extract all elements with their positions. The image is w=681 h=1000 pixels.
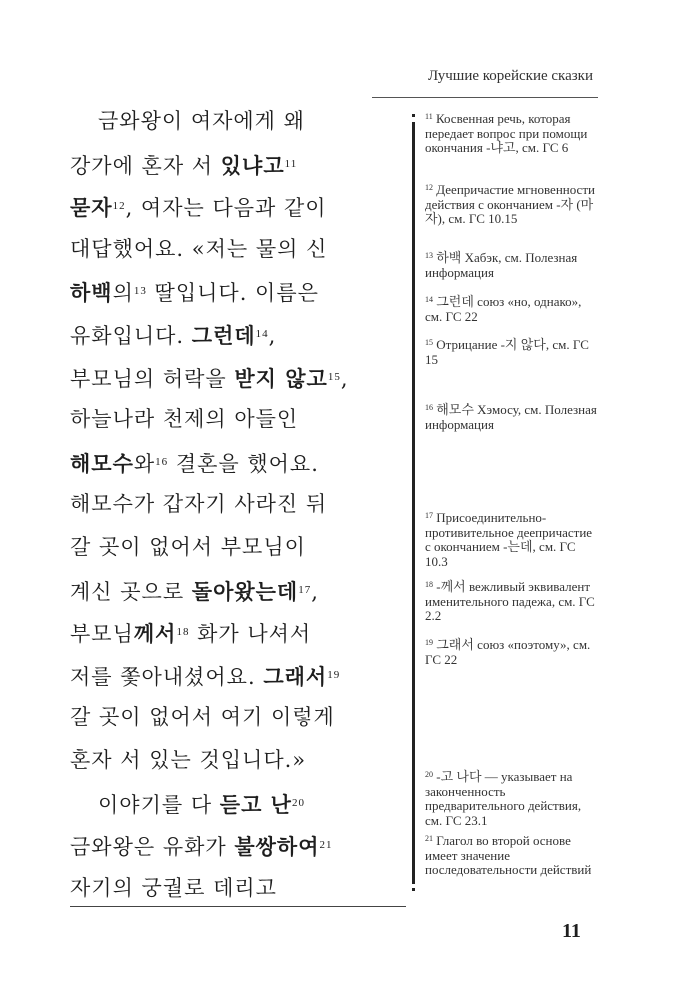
story-text: [70, 100, 410, 909]
footnote-text: Отрицание -지 않다, см. ГС 15: [425, 337, 589, 367]
text-line: [70, 441, 410, 484]
text-segment: ,: [340, 366, 349, 391]
footnote-ref: 15: [327, 370, 341, 383]
text-segment: ,: [311, 579, 319, 604]
text-segment: , 여자는 다음과 같이: [125, 196, 327, 221]
text-segment: ,: [268, 323, 277, 348]
footnote: [425, 832, 600, 878]
footnote-ref: 13: [133, 285, 147, 298]
highlighted-word: 께서: [133, 621, 177, 647]
text-line: [70, 611, 410, 654]
footnote-number: 13: [425, 251, 433, 260]
divider-dot-top: [412, 114, 415, 117]
text-line: [70, 313, 410, 356]
highlighted-word: 그런데: [191, 322, 256, 348]
text-segment: 하늘나라 천제의 아들인: [70, 407, 299, 432]
footnote-divider: [412, 122, 415, 884]
footnote-number: 17: [425, 511, 433, 520]
text-segment: 강가에 혼자 서: [70, 153, 221, 178]
highlighted-word: 있냐고: [220, 152, 285, 178]
text-segment: 갈 곳이 없어서 부모님이: [70, 534, 306, 559]
footnote-ref: 21: [319, 839, 333, 852]
highlighted-word: 듣고 난: [219, 791, 292, 817]
highlighted-word: 돌아왔는데: [191, 578, 299, 604]
footnote: [425, 401, 600, 432]
text-line: [70, 100, 410, 143]
footnote: [425, 509, 600, 569]
text-line: [70, 782, 410, 825]
bottom-rule: [70, 906, 406, 907]
header-rule: [372, 97, 598, 98]
footnote-ref: 20: [291, 796, 305, 809]
footnote-number: 20: [425, 770, 433, 779]
footnote-number: 16: [425, 403, 433, 412]
text-segment: 해모수가 갑자기 사라진 뒤: [70, 492, 328, 517]
text-line: [70, 143, 410, 186]
highlighted-word: 해모수: [70, 450, 134, 476]
text-line: [70, 867, 410, 910]
footnote: [425, 181, 600, 227]
text-line: [70, 696, 410, 739]
footnote: [425, 578, 600, 624]
text-line: [70, 739, 410, 782]
running-header: Лучшие корейские сказки: [427, 68, 593, 84]
footnote-text: 그런데 союз «но, однако», см. ГС 22: [425, 294, 582, 324]
text-segment: 이야기를 다: [98, 792, 220, 817]
footnote-text: -께서 вежливый эквивалент именительного падежа, см. ГС 2.2: [425, 579, 595, 623]
text-line: [70, 185, 410, 228]
text-segment: 와: [133, 451, 156, 476]
text-segment: 화가 나셔서: [189, 622, 312, 647]
footnote-number: 14: [425, 295, 433, 304]
text-segment: 의: [112, 281, 134, 306]
text-segment: 금와왕은 유화가: [70, 835, 235, 860]
text-segment: 계신 곳으로: [70, 579, 192, 604]
highlighted-word: 하백: [70, 280, 113, 306]
footnote-number: 19: [425, 638, 433, 647]
highlighted-word: 불쌍하여: [234, 834, 320, 860]
footnote: [425, 110, 600, 156]
footnote-number: 11: [425, 112, 433, 121]
footnote: [425, 336, 600, 367]
highlighted-word: 받지 않고: [234, 365, 328, 391]
text-segment: 부모님의 허락을: [70, 366, 235, 391]
text-segment: 금와왕이 여자에게 왜: [98, 109, 305, 133]
footnote-number: 21: [425, 834, 433, 843]
footnote-ref: 19: [327, 668, 341, 681]
footnote-text: Деепричастие мгновенности действия с окончанием -자 (마자), см. ГС 10.15: [425, 182, 595, 226]
highlighted-word: 그래서: [263, 663, 328, 689]
text-segment: 딸입니다. 이름은: [146, 281, 319, 306]
text-line: [70, 398, 410, 441]
footnote-ref: 14: [255, 327, 269, 340]
footnote-number: 12: [425, 183, 433, 192]
footnote-ref: 17: [298, 583, 312, 596]
footnote-text: 그래서 союз «поэтому», см. ГС 22: [425, 637, 591, 667]
text-line: [70, 824, 410, 867]
footnote-ref: 12: [112, 200, 126, 213]
footnote-ref: 18: [176, 626, 190, 639]
text-segment: 유화입니다.: [70, 323, 192, 348]
footnote: [425, 768, 600, 828]
text-segment: 갈 곳이 없어서 여기 이렇게: [70, 705, 335, 730]
footnote-text: Косвенная речь, которая передает вопрос при помощи окончания -냐고, см. ГС 6: [425, 111, 588, 155]
footnote: [425, 249, 600, 280]
text-segment: 대답했어요. «저는 물의 신: [70, 236, 328, 261]
highlighted-word: 묻자: [70, 195, 113, 221]
footnote-text: Присоединительно-противительное деепричастие с окончанием -는데, см. ГС 10.3: [425, 510, 593, 569]
footnote-ref: 11: [284, 157, 298, 170]
page-number: 11: [562, 920, 581, 942]
footnote-number: 18: [425, 580, 433, 589]
text-line: [70, 654, 410, 697]
footnote-number: 15: [425, 338, 433, 347]
footnote-text: 해모수 Хэмосу, см. Полезная информация: [425, 402, 597, 432]
text-line: [70, 356, 410, 399]
footnote-ref: 16: [155, 455, 169, 468]
text-segment: 자기의 궁궐로 데리고: [70, 875, 277, 900]
footnote-text: -고 나다 — указывает на законченность предварительного действия, см. ГС 23.1: [425, 769, 582, 828]
footnote-text: 하백 Хабэк, см. Полезная информация: [425, 250, 578, 280]
text-line: [70, 270, 410, 313]
text-line: [70, 569, 410, 612]
text-line: [70, 483, 410, 526]
footnote: [425, 293, 600, 324]
footnote-text: Глагол во второй основе имеет значение последовательности действий: [425, 833, 592, 877]
text-segment: 부모님: [70, 622, 134, 647]
divider-dot-bottom: [412, 888, 415, 891]
footnote: [425, 636, 600, 667]
text-line: [70, 526, 410, 569]
text-segment: 결혼을 했어요.: [168, 451, 319, 476]
text-segment: 혼자 서 있는 것입니다.»: [70, 747, 307, 772]
text-segment: 저를 쫓아내셨어요.: [70, 664, 264, 689]
text-line: [70, 228, 410, 271]
